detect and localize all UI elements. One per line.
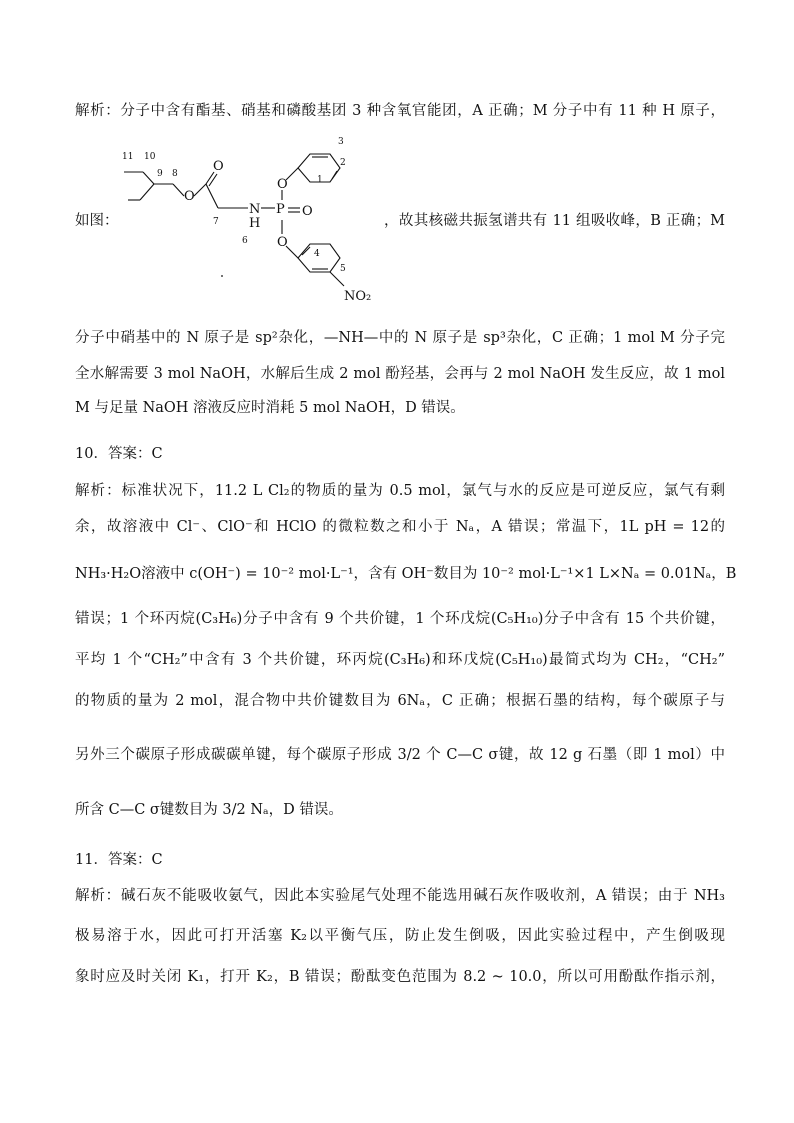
atom-o-lower: O [277,235,288,250]
q9-figure-lead: 如图： [75,213,119,229]
atom-number-11: 11 [122,152,134,162]
atom-number-4: 4 [314,249,320,259]
atom-number-2: 2 [340,158,346,168]
q10-analysis-line-7: 另外三个碳原子形成碳碳单键，每个碳原子形成 3/2 个 C—C σ键，故 12 g 石墨（即 1 mol）中 [75,747,725,763]
q10-analysis-line-4: 错误；1 个环丙烷(C₃H₆)分子中含有 9 个共价键，1 个环戊烷(C₅H₁₀)分子中含有 15 个共价键， [75,611,725,627]
q9-analysis-line-5: M 与足量 NaOH 溶液反应时消耗 5 mol NaOH，D 错误。 [75,400,465,416]
atom-number-8: 8 [172,169,178,179]
atom-number-9: 9 [157,169,163,179]
atom-o-ester: O [184,189,195,204]
molecule-structure-figure [118,128,380,310]
q10-analysis-line-1: 解析：标准状况下，11.2 L Cl₂的物质的量为 0.5 mol，氯气与水的反应是可逆反应，氯气有剩 [75,483,725,499]
atom-o-upper: O [277,177,288,192]
atom-o-carbonyl: O [213,159,224,174]
atom-number-7: 7 [213,217,219,227]
group-no2: NO₂ [344,289,372,304]
q11-analysis-line-1: 解析：碱石灰不能吸收氨气，因此本实验尾气处理不能选用碱石灰作吸收剂，A 错误；由于 NH₃ [75,888,725,904]
q10-analysis-line-3: NH₃·H₂O溶液中 c(OH⁻) = 10⁻² mol·L⁻¹，含有 OH⁻数目为 10⁻² mol·L⁻¹×1 L×Nₐ = 0.01Nₐ，B [75,566,737,582]
q11-analysis-line-3: 象时应及时关闭 K₁，打开 K₂，B 错误；酚酞变色范围为 8.2 ~ 10.0，所以可用酚酞作指示剂， [75,969,725,985]
q10-analysis-line-5: 平均 1 个“CH₂”中含有 3 个共价键，环丙烷(C₃H₆)和环戊烷(C₅H₁₀)最简式均为 CH₂，“CH₂” [75,652,725,668]
atom-number-1: 1 [317,175,323,185]
q10-analysis-line-6: 的物质的量为 2 mol，混合物中共价键数目为 6Nₐ，C 正确；根据石墨的结构，每个碳原子与 [75,693,725,709]
molecule-svg [118,128,380,310]
q9-analysis-line-3: 分子中硝基中的 N 原子是 sp²杂化，—NH—中的 N 原子是 sp³杂化，C 正确；1 mol M 分子完 [75,330,725,346]
atom-number-10: 10 [144,152,156,162]
q10-answer: 10．答案：C [75,446,163,462]
q10-analysis-line-2: 余，故溶液中 Cl⁻、ClO⁻和 HClO 的微粒数之和小于 Nₐ，A 错误；常温下，1L pH = 12的 [75,519,725,535]
atom-number-3: 3 [338,137,344,147]
q11-analysis-line-2: 极易溶于水，因此可打开活塞 K₂以平衡气压，防止发生倒吸，因此实验过程中，产生倒吸现 [75,928,725,944]
q10-analysis-line-8: 所含 C—C σ键数目为 3/2 Nₐ，D 错误。 [75,802,343,818]
atom-h: H [249,216,261,231]
atom-number-5: 5 [340,264,346,274]
q9-analysis-line-4: 全水解需要 3 mol NaOH，水解后生成 2 mol 酚羟基，会再与 2 mol NaOH 发生反应，故 1 mol [75,366,725,382]
atom-number-6: 6 [242,236,248,246]
atom-o-double: O [302,204,313,219]
q9-figure-trailing: ，故其核磁共振氢谱共有 11 组吸收峰，B 正确；M [384,213,725,229]
atom-n: N [249,202,261,217]
q11-answer: 11．答案：C [75,852,163,868]
q9-analysis-line-1: 解析：分子中含有酯基、硝基和磷酸基团 3 种含氧官能团，A 正确；M 分子中有 11 种 H 原子， [75,103,725,119]
atom-p: P [276,202,285,217]
